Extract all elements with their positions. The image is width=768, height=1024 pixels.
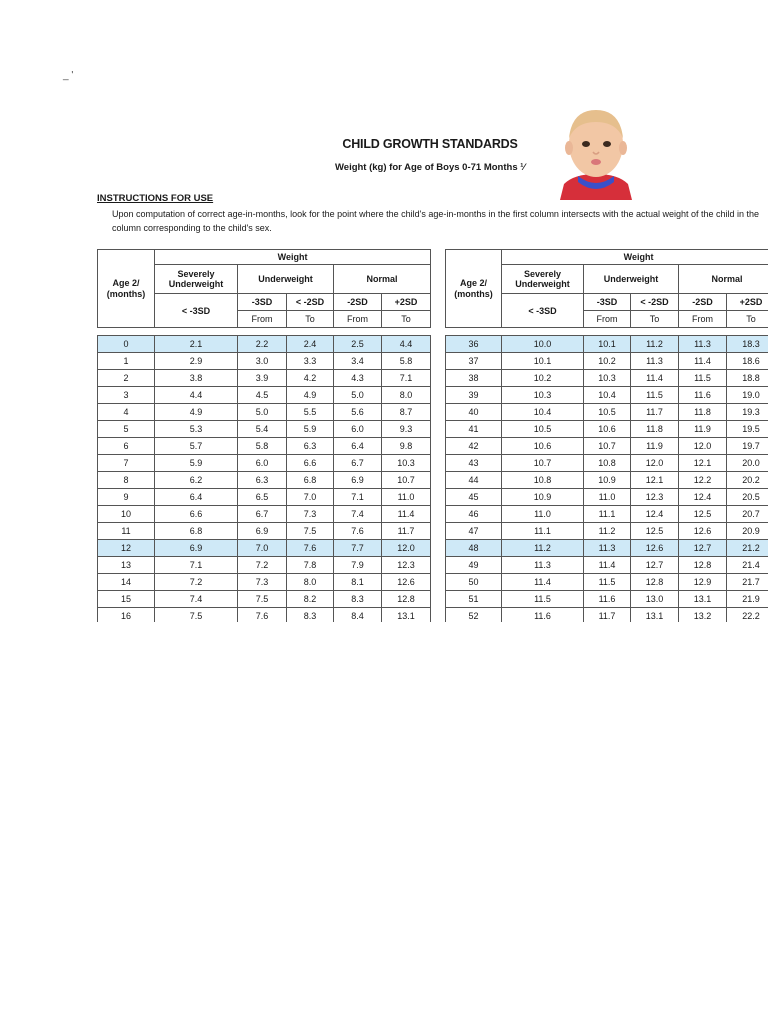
table-row: [98, 472, 431, 489]
weight-cell: 19.0: [727, 387, 768, 404]
age-cell: 16: [98, 608, 155, 623]
weight-cell: 12.7: [631, 557, 679, 574]
weight-cell: 21.2: [727, 540, 768, 557]
weight-cell: 12.5: [679, 506, 727, 523]
weight-cell: 22.2: [727, 608, 768, 623]
weight-cell: 6.2: [155, 472, 238, 489]
weight-cell: 6.5: [238, 489, 287, 506]
weight-cell: 11.1: [502, 523, 584, 540]
weight-cell: 5.8: [382, 353, 431, 370]
lt-2sd-header: < -2SD: [287, 294, 334, 311]
weight-cell: 12.5: [631, 523, 679, 540]
weight-cell: 12.6: [679, 523, 727, 540]
weight-cell: 5.3: [155, 421, 238, 438]
growth-table-right: [445, 249, 768, 622]
table-row: [446, 421, 768, 438]
age-cell: 3: [98, 387, 155, 404]
age-cell: 11: [98, 523, 155, 540]
to-header: To: [631, 311, 679, 328]
weight-cell: 20.5: [727, 489, 768, 506]
weight-cell: 10.5: [502, 421, 584, 438]
weight-cell: 11.7: [584, 608, 631, 623]
age-header: Age 2/ (months): [446, 250, 502, 328]
table-row: [446, 353, 768, 370]
table-row: [446, 591, 768, 608]
weight-cell: 6.7: [334, 455, 382, 472]
weight-cell: 7.4: [155, 591, 238, 608]
weight-cell: 12.0: [679, 438, 727, 455]
lt-3sd-header: < -3SD: [502, 294, 584, 328]
weight-cell: 7.3: [238, 574, 287, 591]
age-cell: 40: [446, 404, 502, 421]
weight-cell: 11.4: [382, 506, 431, 523]
age-cell: 41: [446, 421, 502, 438]
weight-cell: 11.9: [631, 438, 679, 455]
weight-cell: 11.7: [382, 523, 431, 540]
weight-cell: 13.1: [679, 591, 727, 608]
child-photo: [556, 104, 636, 200]
weight-cell: 10.1: [584, 336, 631, 353]
weight-cell: 12.3: [631, 489, 679, 506]
weight-cell: 2.1: [155, 336, 238, 353]
table-row: [446, 472, 768, 489]
table-row: [98, 455, 431, 472]
weight-cell: 7.8: [287, 557, 334, 574]
table-row: [98, 608, 431, 623]
age-cell: 49: [446, 557, 502, 574]
weight-cell: 10.4: [502, 404, 584, 421]
weight-cell: 21.7: [727, 574, 768, 591]
weight-cell: 10.8: [584, 455, 631, 472]
weight-cell: 12.8: [631, 574, 679, 591]
weight-cell: 11.0: [584, 489, 631, 506]
weight-cell: 5.7: [155, 438, 238, 455]
weight-cell: 3.3: [287, 353, 334, 370]
weight-cell: 7.3: [287, 506, 334, 523]
age-cell: 15: [98, 591, 155, 608]
table-row: [98, 591, 431, 608]
weight-cell: 4.3: [334, 370, 382, 387]
weight-cell: 13.1: [631, 608, 679, 623]
age-cell: 2: [98, 370, 155, 387]
weight-cell: 11.4: [502, 574, 584, 591]
weight-cell: 11.5: [584, 574, 631, 591]
weight-cell: 6.3: [238, 472, 287, 489]
from-header: From: [584, 311, 631, 328]
weight-cell: 8.7: [382, 404, 431, 421]
weight-cell: 8.0: [382, 387, 431, 404]
age-cell: 42: [446, 438, 502, 455]
age-cell: 0: [98, 336, 155, 353]
weight-cell: 6.6: [155, 506, 238, 523]
table-row: [446, 370, 768, 387]
age-cell: 14: [98, 574, 155, 591]
weight-cell: 4.2: [287, 370, 334, 387]
weight-cell: 6.9: [334, 472, 382, 489]
table-row: [446, 404, 768, 421]
weight-cell: 4.4: [155, 387, 238, 404]
table-row: [446, 506, 768, 523]
table-row: [446, 557, 768, 574]
age-cell: 10: [98, 506, 155, 523]
weight-cell: 4.9: [155, 404, 238, 421]
weight-cell: 13.2: [679, 608, 727, 623]
minus-3sd-header: -3SD: [584, 294, 631, 311]
age-cell: 6: [98, 438, 155, 455]
table-row: [446, 336, 768, 353]
table-row: [98, 557, 431, 574]
to-header: To: [382, 311, 431, 328]
weight-cell: 10.2: [584, 353, 631, 370]
weight-cell: 4.5: [238, 387, 287, 404]
weight-cell: 11.5: [679, 370, 727, 387]
severely-underweight-header: Severely Underweight: [155, 265, 238, 294]
table-row: [98, 353, 431, 370]
age-cell: 5: [98, 421, 155, 438]
weight-cell: 2.2: [238, 336, 287, 353]
weight-cell: 10.3: [502, 387, 584, 404]
weight-cell: 10.5: [584, 404, 631, 421]
weight-cell: 3.4: [334, 353, 382, 370]
weight-cell: 4.4: [382, 336, 431, 353]
weight-cell: 18.8: [727, 370, 768, 387]
weight-cell: 11.2: [584, 523, 631, 540]
weight-cell: 11.3: [584, 540, 631, 557]
weight-cell: 5.8: [238, 438, 287, 455]
weight-cell: 21.9: [727, 591, 768, 608]
weight-cell: 6.9: [238, 523, 287, 540]
weight-cell: 11.4: [679, 353, 727, 370]
weight-cell: 11.5: [631, 387, 679, 404]
weight-header: Weight: [155, 250, 431, 265]
weight-cell: 19.7: [727, 438, 768, 455]
weight-cell: 20.2: [727, 472, 768, 489]
weight-cell: 11.6: [502, 608, 584, 623]
weight-cell: 10.7: [382, 472, 431, 489]
weight-cell: 12.6: [631, 540, 679, 557]
weight-cell: 6.4: [155, 489, 238, 506]
weight-cell: 7.6: [238, 608, 287, 623]
severely-underweight-header: Severely Underweight: [502, 265, 584, 294]
weight-cell: 11.8: [679, 404, 727, 421]
weight-header: Weight: [502, 250, 768, 265]
age-cell: 12: [98, 540, 155, 557]
weight-cell: 7.1: [382, 370, 431, 387]
normal-header: Normal: [679, 265, 768, 294]
weight-cell: 7.2: [155, 574, 238, 591]
weight-cell: 10.6: [502, 438, 584, 455]
weight-cell: 7.1: [155, 557, 238, 574]
table-row: [446, 455, 768, 472]
weight-cell: 12.0: [382, 540, 431, 557]
page-mark: _ ': [63, 70, 74, 81]
from-header: From: [238, 311, 287, 328]
age-cell: 45: [446, 489, 502, 506]
age-cell: 52: [446, 608, 502, 623]
weight-cell: 11.2: [631, 336, 679, 353]
weight-cell: 11.4: [584, 557, 631, 574]
instructions-text: Upon computation of correct age-in-months, look for the point where the child's age-in-months in the first column intersects with the actual weight of the child in the column corresponding to the child's sex.: [112, 209, 760, 233]
weight-cell: 8.3: [334, 591, 382, 608]
table-row: [98, 387, 431, 404]
weight-cell: 19.3: [727, 404, 768, 421]
lt-2sd-header: < -2SD: [631, 294, 679, 311]
normal-header: Normal: [334, 265, 431, 294]
weight-cell: 12.6: [382, 574, 431, 591]
age-cell: 50: [446, 574, 502, 591]
weight-cell: 20.0: [727, 455, 768, 472]
weight-cell: 10.3: [382, 455, 431, 472]
weight-cell: 6.8: [155, 523, 238, 540]
weight-cell: 18.3: [727, 336, 768, 353]
weight-cell: 21.4: [727, 557, 768, 574]
weight-cell: 10.0: [502, 336, 584, 353]
table-row: [446, 608, 768, 623]
weight-cell: 7.9: [334, 557, 382, 574]
weight-cell: 10.1: [502, 353, 584, 370]
weight-cell: 12.2: [679, 472, 727, 489]
weight-cell: 7.6: [287, 540, 334, 557]
weight-cell: 11.3: [631, 353, 679, 370]
weight-cell: 2.9: [155, 353, 238, 370]
header-gap: [98, 328, 431, 336]
weight-cell: 12.8: [382, 591, 431, 608]
age-cell: 37: [446, 353, 502, 370]
weight-cell: 10.7: [502, 455, 584, 472]
to-header: To: [287, 311, 334, 328]
table-row: [446, 540, 768, 557]
from-header: From: [334, 311, 382, 328]
plus-2sd-header: +2SD: [382, 294, 431, 311]
weight-cell: 3.0: [238, 353, 287, 370]
growth-table-left: [97, 249, 431, 622]
weight-cell: 12.9: [679, 574, 727, 591]
age-cell: 48: [446, 540, 502, 557]
weight-cell: 12.8: [679, 557, 727, 574]
weight-cell: 10.6: [584, 421, 631, 438]
age-cell: 39: [446, 387, 502, 404]
weight-cell: 7.4: [334, 506, 382, 523]
weight-cell: 8.2: [287, 591, 334, 608]
weight-cell: 6.6: [287, 455, 334, 472]
age-cell: 38: [446, 370, 502, 387]
table-row: [98, 421, 431, 438]
weight-cell: 3.8: [155, 370, 238, 387]
table-row: [446, 574, 768, 591]
underweight-header: Underweight: [238, 265, 334, 294]
weight-cell: 8.3: [287, 608, 334, 623]
weight-cell: 11.3: [502, 557, 584, 574]
age-cell: 1: [98, 353, 155, 370]
weight-cell: 5.9: [155, 455, 238, 472]
table-row: [98, 370, 431, 387]
weight-cell: 5.0: [334, 387, 382, 404]
weight-cell: 5.4: [238, 421, 287, 438]
table-row: [446, 438, 768, 455]
weight-cell: 19.5: [727, 421, 768, 438]
minus-3sd-header: -3SD: [238, 294, 287, 311]
weight-cell: 13.1: [382, 608, 431, 623]
age-cell: 43: [446, 455, 502, 472]
age-cell: 44: [446, 472, 502, 489]
age-cell: 8: [98, 472, 155, 489]
table-row: [98, 438, 431, 455]
weight-cell: 5.0: [238, 404, 287, 421]
weight-cell: 11.7: [631, 404, 679, 421]
weight-cell: 10.2: [502, 370, 584, 387]
weight-cell: 12.1: [631, 472, 679, 489]
weight-cell: 12.4: [679, 489, 727, 506]
weight-cell: 11.9: [679, 421, 727, 438]
weight-cell: 9.8: [382, 438, 431, 455]
weight-cell: 5.5: [287, 404, 334, 421]
table-row: [98, 506, 431, 523]
table-row: [446, 387, 768, 404]
table-row: [98, 336, 431, 353]
lt-3sd-header: < -3SD: [155, 294, 238, 328]
weight-cell: 10.3: [584, 370, 631, 387]
header-gap: [446, 328, 768, 336]
weight-cell: 6.0: [334, 421, 382, 438]
weight-cell: 11.4: [631, 370, 679, 387]
weight-cell: 6.3: [287, 438, 334, 455]
weight-cell: 13.0: [631, 591, 679, 608]
to-header: To: [727, 311, 768, 328]
table-row: [98, 574, 431, 591]
weight-cell: 10.9: [502, 489, 584, 506]
weight-cell: 11.1: [584, 506, 631, 523]
weight-cell: 12.4: [631, 506, 679, 523]
weight-cell: 6.9: [155, 540, 238, 557]
table-row: [98, 404, 431, 421]
weight-cell: 3.9: [238, 370, 287, 387]
age-cell: 46: [446, 506, 502, 523]
table-row: [98, 540, 431, 557]
age-cell: 36: [446, 336, 502, 353]
age-cell: 47: [446, 523, 502, 540]
weight-cell: 7.1: [334, 489, 382, 506]
weight-cell: 6.7: [238, 506, 287, 523]
weight-cell: 5.9: [287, 421, 334, 438]
weight-cell: 10.7: [584, 438, 631, 455]
age-header: Age 2/ (months): [98, 250, 155, 328]
weight-cell: 18.6: [727, 353, 768, 370]
weight-cell: 12.3: [382, 557, 431, 574]
weight-cell: 12.0: [631, 455, 679, 472]
age-cell: 9: [98, 489, 155, 506]
weight-cell: 20.9: [727, 523, 768, 540]
minus-2sd-header: -2SD: [334, 294, 382, 311]
weight-cell: 7.5: [238, 591, 287, 608]
minus-2sd-header: -2SD: [679, 294, 727, 311]
age-cell: 13: [98, 557, 155, 574]
weight-cell: 7.0: [238, 540, 287, 557]
weight-cell: 6.0: [238, 455, 287, 472]
weight-cell: 11.3: [679, 336, 727, 353]
weight-cell: 11.5: [502, 591, 584, 608]
weight-cell: 6.8: [287, 472, 334, 489]
underweight-header: Underweight: [584, 265, 679, 294]
weight-cell: 7.5: [155, 608, 238, 623]
table-row: [446, 489, 768, 506]
weight-cell: 9.3: [382, 421, 431, 438]
table-row: [98, 523, 431, 540]
table-row: [446, 523, 768, 540]
from-header: From: [679, 311, 727, 328]
weight-cell: 2.5: [334, 336, 382, 353]
instructions-heading: INSTRUCTIONS FOR USE: [97, 193, 214, 204]
weight-cell: 7.5: [287, 523, 334, 540]
weight-cell: 7.0: [287, 489, 334, 506]
weight-cell: 7.2: [238, 557, 287, 574]
weight-cell: 10.4: [584, 387, 631, 404]
weight-cell: 4.9: [287, 387, 334, 404]
weight-cell: 11.0: [382, 489, 431, 506]
weight-cell: 11.6: [679, 387, 727, 404]
weight-cell: 12.7: [679, 540, 727, 557]
weight-cell: 11.8: [631, 421, 679, 438]
weight-cell: 12.1: [679, 455, 727, 472]
table-row: [98, 489, 431, 506]
weight-cell: 5.6: [334, 404, 382, 421]
weight-cell: 11.2: [502, 540, 584, 557]
weight-cell: 8.1: [334, 574, 382, 591]
weight-cell: 8.4: [334, 608, 382, 623]
weight-cell: 7.6: [334, 523, 382, 540]
age-cell: 51: [446, 591, 502, 608]
weight-cell: 8.0: [287, 574, 334, 591]
weight-cell: 2.4: [287, 336, 334, 353]
weight-cell: 11.0: [502, 506, 584, 523]
weight-cell: 20.7: [727, 506, 768, 523]
weight-cell: 11.6: [584, 591, 631, 608]
plus-2sd-header: +2SD: [727, 294, 768, 311]
page-title: CHILD GROWTH STANDARDS: [342, 137, 518, 151]
weight-cell: 7.7: [334, 540, 382, 557]
weight-cell: 10.8: [502, 472, 584, 489]
page-subtitle: Weight (kg) for Age of Boys 0-71 Months ¹⁄: [334, 162, 525, 173]
age-cell: 4: [98, 404, 155, 421]
weight-cell: 6.4: [334, 438, 382, 455]
weight-cell: 10.9: [584, 472, 631, 489]
age-cell: 7: [98, 455, 155, 472]
